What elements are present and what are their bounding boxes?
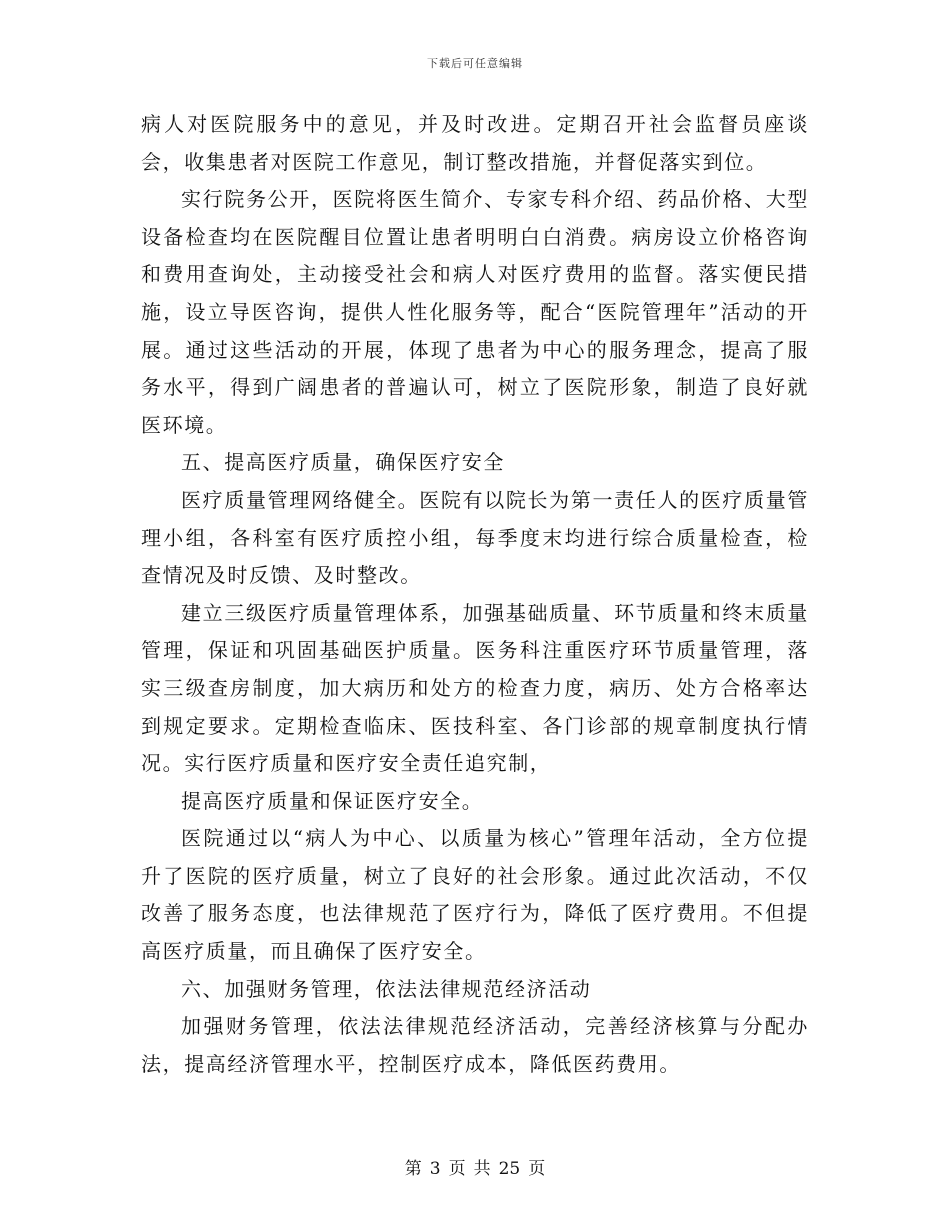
footer-total-pages: 25 xyxy=(498,1159,521,1179)
document-body xyxy=(141,106,809,1083)
section-heading-5: 五、提高医疗质量，确保医疗安全 xyxy=(181,450,505,475)
paragraph-4: 建立三级医疗质量管理体系，加强基础质量、环节质量和终末质量管理，保证和巩固基础医护质量。医务科注重医疗环节质量管理，落实三级查房制度，加大病历和处方的检查力度，病历、处方合格率达到规定要求。定期检查临床、医技科室、各门诊部的规章制度执行情况。实行医疗质量和医疗安全责任追究制， xyxy=(141,600,809,776)
paragraph-2: 实行院务公开，医院将医生简介、专家专科介绍、药品价格、大型设备检查均在医院醒目位置让患者明明白白消费。病房设立价格咨询和费用查询处，主动接受社会和病人对医疗费用的监督。落实便民措施，设立导医咨询，提供人性化服务等，配合“医院管理年”活动的开展。通过这些活动的开展，体现了患者为中心的服务理念，提高了服务水平，得到广阔患者的普遍认可，树立了医院形象，制造了良好就医环境。 xyxy=(141,187,809,437)
footer-label-page: 第 xyxy=(404,1159,422,1179)
paragraph-6: 医院通过以“病人为中心、以质量为核心”管理年活动，全方位提升了医院的医疗质量，树立了良好的社会形象。通过此次活动，不仅改善了服务态度，也法律规范了医疗行为，降低了医疗费用。不但提高医疗质量，而且确保了医疗安全。 xyxy=(141,826,809,964)
paragraph-1: 病人对医院服务中的意见，并及时改进。定期召开社会监督员座谈会，收集患者对医院工作意见，制订整改措施，并督促落实到位。 xyxy=(141,112,809,174)
footer-current-page: 3 xyxy=(429,1159,441,1179)
page-header: 下载后可任意编辑 xyxy=(427,57,523,70)
footer-label-unit: 页 xyxy=(448,1159,466,1179)
paragraph-3: 医疗质量管理网络健全。医院有以院长为第一责任人的医疗质量管理小组，各科室有医疗质控小组，每季度末均进行综合质量检查，检查情况及时反馈、及时整改。 xyxy=(141,487,809,588)
footer-label-unit-end: 页 xyxy=(528,1159,546,1179)
paragraph-5: 提高医疗质量和保证医疗安全。 xyxy=(181,788,484,813)
footer-label-total: 共 xyxy=(473,1159,491,1179)
section-heading-6: 六、加强财务管理，依法法律规范经济活动 xyxy=(181,976,592,1001)
paragraph-7: 加强财务管理，依法法律规范经济活动，完善经济核算与分配办法，提高经济管理水平，控制医疗成本，降低医药费用。 xyxy=(141,1014,809,1076)
page-footer xyxy=(0,1154,950,1179)
